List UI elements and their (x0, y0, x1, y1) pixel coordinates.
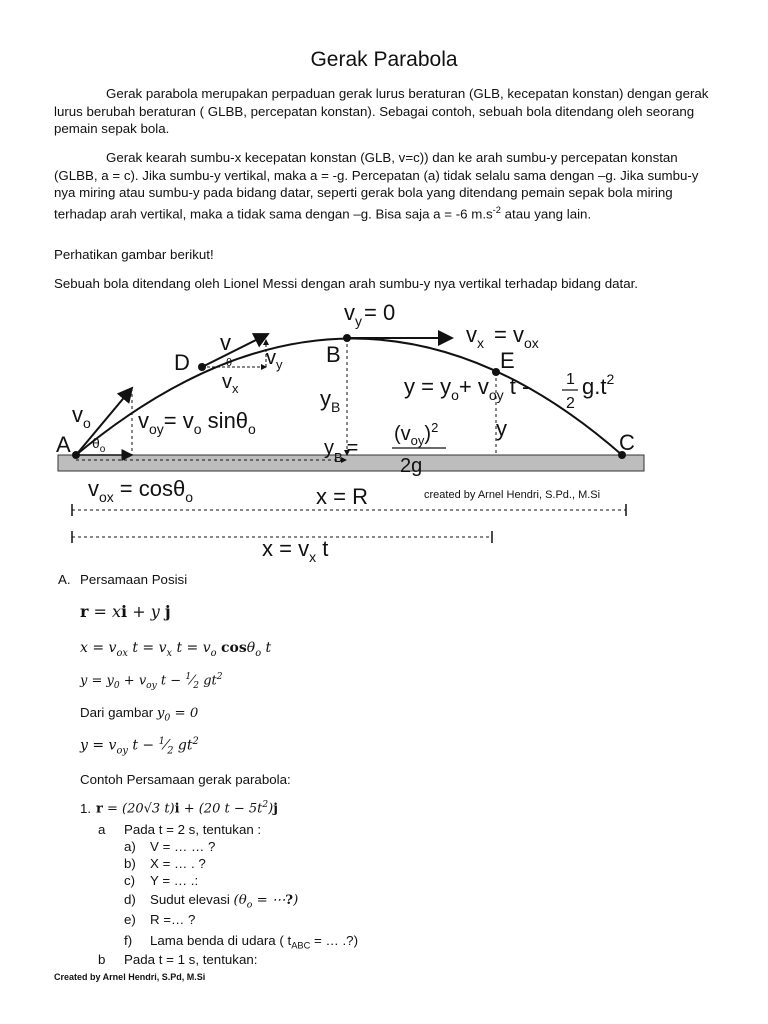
item-c-text: Y = … .: (150, 873, 199, 888)
page-title: Gerak Parabola (310, 48, 458, 71)
label-yb: $y_B$ (320, 386, 341, 415)
label-vx-vox: $v_x = v_{ox}$ (466, 322, 539, 351)
item-b-letter: b) (124, 856, 136, 871)
paragraph-messi: Sebuah bola ditendang oleh Lionel Messi dengan arah sumbu-y nya vertikal terhadap bidang datar. (54, 276, 638, 291)
label-half-num: 1 (566, 371, 575, 388)
example-equation: r = (20√3 t)i + (20 $t - 5t^2)j$ (96, 800, 278, 817)
label-theta-o: $\theta_o$ (92, 435, 106, 455)
label-gt2: $g.t^2$ (582, 371, 615, 399)
label-d: D (174, 350, 190, 375)
footer-credit: Created by Arnel Hendri, S.Pd, M.Si (54, 972, 206, 982)
item-d-letter: d) (124, 892, 136, 907)
equation-y: $y = y_0 + v_{oy}$ $t - ^1⁄_2$ $gt^2$ (80, 672, 223, 691)
label-voy-equation: $v_{oy}= v_o$ sinθ$_o$ (138, 408, 256, 437)
sub-b-letter: b (98, 952, 106, 967)
projectile-diagram (54, 302, 714, 564)
credit-text: created by Arnel Hendri, S.Pd., M.Si (424, 489, 601, 501)
item-f-text: Lama benda di udara ( $t_{ABC}$ = … .?) (150, 933, 358, 951)
label-x-r: x = R (316, 484, 368, 509)
section-a-heading: Persamaan Posisi (80, 572, 188, 587)
sub-a-text: Pada t = 2 s, tentukan : (124, 822, 262, 837)
label-yb-equation: $y_B$ = (324, 437, 359, 465)
item-c-letter: c) (124, 873, 136, 888)
item-1-number: 1. (80, 801, 92, 816)
label-vx-small: $v_x$ (222, 371, 239, 396)
label-vy-small: $v_y$ (266, 347, 283, 372)
item-b-text: X = … . ? (150, 856, 206, 871)
item-d-text: Sudut elevasi ($\theta_o$ = ⋯?) (150, 892, 299, 911)
paragraph-axis: Gerak kearah sumbu-x kecepatan konstan (GLB, v=c)) dan ke arah sumbu-y percepatan konstan (GLBB, a = c). Jika sumbu-y vertikal, maka a = -g. Percepatan (a) tidak selalu sama dengan –g. Jika sumbu-y nya miring atau sumbu-y pada bidang datar, seperti gerak bola yang ditendang pemain sepak bola miring terhadap arah vertikal, maka a tidak sama dengan –g. Bisa saja a = -6 $m.s^{-2}$ atau yang lain. (54, 150, 699, 221)
sub-b-text: Pada t = 1 s, tentukan: (124, 952, 258, 967)
label-a: A (56, 432, 71, 457)
equation-x: $x = v_{ox}$ $t = v_x$ $t = v_o$ cosθ$_o$ t (80, 640, 272, 659)
equation-y-simplified: $y = v_{oy}$ $t - ^1⁄_2$ $gt^2$ (80, 736, 199, 757)
label-y-equation: $y = y_o+ v_{oy}$ t - (404, 374, 530, 403)
label-yb-numerator: $(v_{oy})^2$ (394, 420, 439, 448)
label-theta-small: θ (226, 357, 233, 369)
contoh-heading: Contoh Persamaan gerak parabola: (80, 772, 291, 787)
dari-gambar: Dari gambar $y_0 = 0$ (80, 705, 199, 724)
label-x-vxt: $x = v_x$ t (262, 536, 329, 564)
label-vo: $v_o$ (72, 402, 91, 431)
paragraph-perhatikan: Perhatikan gambar berikut! (54, 247, 214, 262)
item-e-letter: e) (124, 912, 136, 927)
label-vox-equation: $v_{ox} = \cos\theta_o$ (88, 476, 194, 505)
label-b: B (326, 342, 341, 367)
label-y-right: y (496, 416, 507, 441)
label-vy-zero: $v_y= 0$ (344, 302, 396, 329)
equation-r: r = xi + y j (80, 602, 171, 621)
label-c: C (619, 430, 635, 455)
item-a-letter: a) (124, 839, 136, 854)
label-v: v (220, 330, 231, 355)
label-half-den: 2 (566, 395, 575, 412)
label-e: E (500, 348, 515, 373)
paragraph-intro: Gerak parabola merupakan perpaduan gerak lurus beraturan (GLB, kecepatan konstan) dengan gerak lurus berubah beraturan ( GLBB, percepatan konstan). Sebagai contoh, sebuah bola ditendang oleh seorang pemain sepak bola. (54, 86, 709, 136)
item-f-letter: f) (124, 933, 133, 948)
sub-a-letter: a (98, 822, 106, 837)
item-a-text: V = … … ? (150, 839, 216, 854)
section-a-marker: A. (58, 572, 71, 587)
item-e-text: R =… ? (150, 912, 196, 927)
label-yb-denominator: 2g (400, 455, 423, 477)
